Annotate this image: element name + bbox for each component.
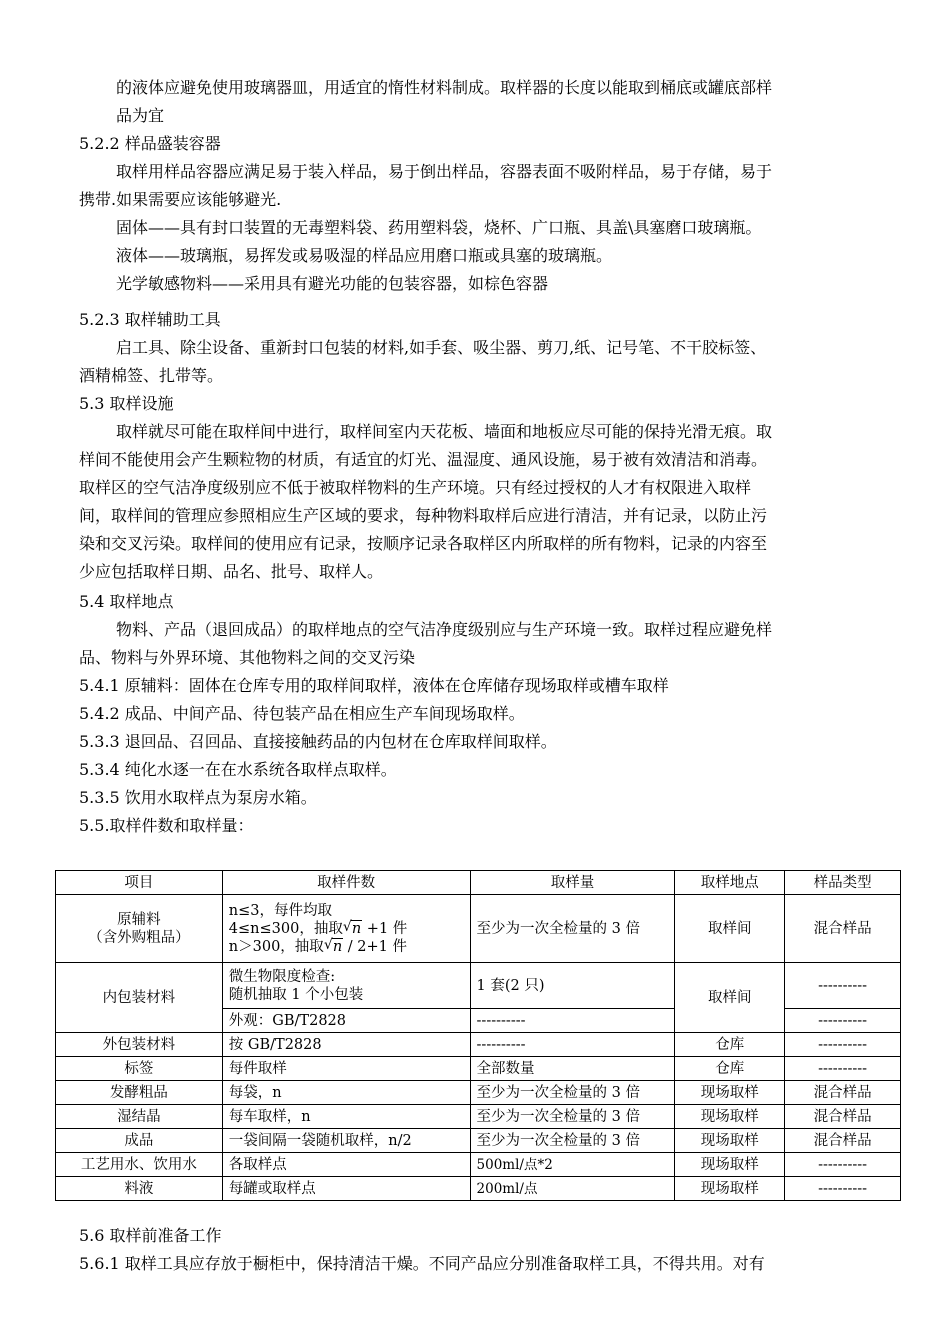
count-line: n≤3，每件均取 bbox=[228, 902, 333, 919]
table-row bbox=[56, 1033, 901, 1057]
section-heading-5-5: 5.5.取样件数和取样量： bbox=[79, 816, 254, 835]
header-type: 样品类型 bbox=[785, 871, 901, 895]
cell-qty: ---------- bbox=[470, 1033, 675, 1057]
paragraph-line: 取样就尽可能在取样间中进行，取样间室内天花板、墙面和地板应尽可能的保持光滑无痕。取 bbox=[116, 422, 773, 441]
paragraph-line-5-3-4: 5.3.4 纯化水逐一在在水系统各取样点取样。 bbox=[79, 760, 397, 779]
paragraph-line-5-4-1: 5.4.1 原辅料：固体在仓库专用的取样间取样，液体在仓库储存现场取样或槽车取样 bbox=[79, 676, 669, 695]
section-heading-5-4: 5.4 取样地点 bbox=[79, 592, 174, 611]
cell-location: 取样间 bbox=[675, 963, 785, 1033]
table-row bbox=[56, 1057, 901, 1081]
cell-item: 工艺用水、饮用水 bbox=[56, 1153, 223, 1177]
cell-count: 按 GB/T2828 bbox=[222, 1033, 470, 1057]
cell-qty: ---------- bbox=[470, 1009, 675, 1033]
count-text: / 2+1 件 bbox=[343, 938, 407, 955]
cell-location: 仓库 bbox=[675, 1057, 785, 1081]
paragraph-line: 间，取样间的管理应参照相应生产区域的要求，每种物料取样后应进行清洁，并有记录，以防止污 bbox=[79, 506, 768, 525]
section-heading-5-2-2: 5.2.2 样品盛装容器 bbox=[79, 134, 221, 153]
table-row bbox=[56, 1153, 901, 1177]
table-row bbox=[56, 1105, 901, 1129]
sqrt-radicand: n bbox=[351, 920, 362, 937]
cell-qty: 至少为一次全检量的 3 倍 bbox=[470, 1129, 675, 1153]
table-row bbox=[56, 1081, 901, 1105]
header-qty: 取样量 bbox=[470, 871, 675, 895]
header-location: 取样地点 bbox=[675, 871, 785, 895]
paragraph-line: 品、物料与外界环境、其他物料之间的交叉污染 bbox=[79, 648, 416, 667]
paragraph-line: 的液体应避免使用玻璃器皿，用适宜的惰性材料制成。取样器的长度以能取到桶底或罐底部样 bbox=[116, 78, 773, 97]
cell-item: 湿结晶 bbox=[56, 1105, 223, 1129]
cell-item bbox=[56, 895, 223, 963]
cell-qty: 至少为一次全检量的 3 倍 bbox=[470, 1081, 675, 1105]
paragraph-line-5-4-2: 5.4.2 成品、中间产品、待包装产品在相应生产车间现场取样。 bbox=[79, 704, 525, 723]
cell-qty: 全部数量 bbox=[470, 1057, 675, 1081]
sqrt-expression bbox=[324, 938, 343, 956]
cell-count bbox=[222, 895, 470, 963]
table-row bbox=[56, 895, 901, 963]
cell-item: 内包装材料 bbox=[56, 963, 223, 1033]
cell-count: 各取样点 bbox=[222, 1153, 470, 1177]
paragraph-line: 光学敏感物料——采用具有避光功能的包装容器，如棕色容器 bbox=[116, 274, 549, 293]
paragraph-line: 少应包括取样日期、品名、批号、取样人。 bbox=[79, 562, 384, 581]
count-line: 随机抽取 1 个小包装 bbox=[228, 986, 364, 1003]
count-line bbox=[229, 938, 464, 956]
cell-location: 现场取样 bbox=[675, 1177, 785, 1201]
cell-type: ---------- bbox=[785, 1009, 901, 1033]
count-line: 微生物限度检查: bbox=[228, 968, 336, 985]
paragraph-line: 取样区的空气洁净度级别应不低于被取样物料的生产环境。只有经过授权的人才有权限进入取样 bbox=[79, 478, 752, 497]
header-item: 项目 bbox=[56, 871, 223, 895]
paragraph-line: 固体——具有封口装置的无毒塑料袋、药用塑料袋，烧杯、广口瓶、具盖\具塞磨口玻璃瓶。 bbox=[116, 218, 762, 237]
paragraph-line: 染和交叉污染。取样间的使用应有记录，按顺序记录各取样区内所取样的所有物料，记录的内容至 bbox=[79, 534, 768, 553]
section-heading-5-3: 5.3 取样设施 bbox=[79, 394, 174, 413]
sqrt-expression bbox=[343, 920, 362, 938]
count-text: 4≤n≤300，抽取 bbox=[228, 920, 343, 937]
cell-item: 成品 bbox=[56, 1129, 223, 1153]
table-header-row bbox=[56, 871, 901, 895]
item-line: （含外购粗品） bbox=[88, 929, 190, 946]
table-row bbox=[56, 1177, 901, 1201]
cell-qty: 至少为一次全检量的 3 倍 bbox=[470, 1105, 675, 1129]
cell-type: ---------- bbox=[785, 1177, 901, 1201]
cell-count bbox=[222, 963, 470, 1009]
paragraph-line: 液体——玻璃瓶，易挥发或易吸湿的样品应用磨口瓶或具塞的玻璃瓶。 bbox=[116, 246, 613, 265]
cell-type: 混合样品 bbox=[785, 1105, 901, 1129]
sqrt-sign: √ bbox=[323, 936, 333, 953]
cell-type: 混合样品 bbox=[785, 1129, 901, 1153]
table-row bbox=[56, 963, 901, 1009]
paragraph-line: 品为宜 bbox=[116, 106, 165, 125]
cell-location: 现场取样 bbox=[675, 1105, 785, 1129]
cell-count: 外观：GB/T2828 bbox=[222, 1009, 470, 1033]
paragraph-line-5-6-1: 5.6.1 取样工具应存放于橱柜中，保持清洁干燥。不同产品应分别准备取样工具，不得共用。对有 bbox=[79, 1254, 765, 1273]
cell-type: 混合样品 bbox=[785, 1081, 901, 1105]
section-heading-5-6: 5.6 取样前准备工作 bbox=[79, 1226, 222, 1245]
cell-count: 每车取样，n bbox=[222, 1105, 470, 1129]
cell-qty: 500ml/点*2 bbox=[470, 1153, 675, 1177]
cell-qty: 1 套(2 只) bbox=[470, 963, 675, 1009]
cell-location: 现场取样 bbox=[675, 1153, 785, 1177]
count-text: +1 件 bbox=[362, 920, 408, 937]
cell-location: 现场取样 bbox=[675, 1129, 785, 1153]
cell-count: 每罐或取样点 bbox=[222, 1177, 470, 1201]
item-line: 原辅料 bbox=[117, 911, 161, 928]
cell-count: 每袋，n bbox=[222, 1081, 470, 1105]
sampling-table bbox=[55, 870, 901, 1201]
count-line bbox=[229, 920, 464, 938]
cell-qty: 200ml/点 bbox=[470, 1177, 675, 1201]
cell-qty: 至少为一次全检量的 3 倍 bbox=[470, 895, 675, 963]
cell-item: 料液 bbox=[56, 1177, 223, 1201]
cell-item: 发酵粗品 bbox=[56, 1081, 223, 1105]
paragraph-line: 酒精棉签、扎带等。 bbox=[79, 366, 224, 385]
cell-type: ---------- bbox=[785, 1033, 901, 1057]
paragraph-line-5-3-3: 5.3.3 退回品、召回品、直接接触药品的内包材在仓库取样间取样。 bbox=[79, 732, 557, 751]
paragraph-line: 携带.如果需要应该能够避光. bbox=[79, 190, 282, 209]
cell-type: ---------- bbox=[785, 1153, 901, 1177]
cell-type: ---------- bbox=[785, 1057, 901, 1081]
count-text: n＞300，抽取 bbox=[228, 938, 324, 955]
cell-type: 混合样品 bbox=[785, 895, 901, 963]
cell-location: 取样间 bbox=[675, 895, 785, 963]
cell-item: 外包装材料 bbox=[56, 1033, 223, 1057]
sqrt-radicand: n bbox=[332, 938, 343, 955]
sqrt-sign: √ bbox=[342, 918, 352, 935]
cell-item: 标签 bbox=[56, 1057, 223, 1081]
cell-count: 每件取样 bbox=[222, 1057, 470, 1081]
paragraph-line: 样间不能使用会产生颗粒物的材质，有适宜的灯光、温湿度、通风设施，易于被有效清洁和消毒。 bbox=[79, 450, 768, 469]
paragraph-line-5-3-5: 5.3.5 饮用水取样点为泵房水箱。 bbox=[79, 788, 317, 807]
paragraph-line: 物料、产品（退回成品）的取样地点的空气洁净度级别应与生产环境一致。取样过程应避免样 bbox=[116, 620, 773, 639]
cell-location: 现场取样 bbox=[675, 1081, 785, 1105]
cell-count: 一袋间隔一袋随机取样，n/2 bbox=[222, 1129, 470, 1153]
paragraph-line: 取样用样品容器应满足易于装入样品，易于倒出样品，容器表面不吸附样品，易于存储，易于 bbox=[116, 162, 773, 181]
table-row bbox=[56, 1129, 901, 1153]
section-heading-5-2-3: 5.2.3 取样辅助工具 bbox=[79, 310, 221, 329]
cell-type: ---------- bbox=[785, 963, 901, 1009]
cell-location: 仓库 bbox=[675, 1033, 785, 1057]
header-count: 取样件数 bbox=[222, 871, 470, 895]
paragraph-line: 启工具、除尘设备、重新封口包装的材料,如手套、吸尘器、剪刀,纸、记号笔、不干胶标签、 bbox=[116, 338, 767, 357]
